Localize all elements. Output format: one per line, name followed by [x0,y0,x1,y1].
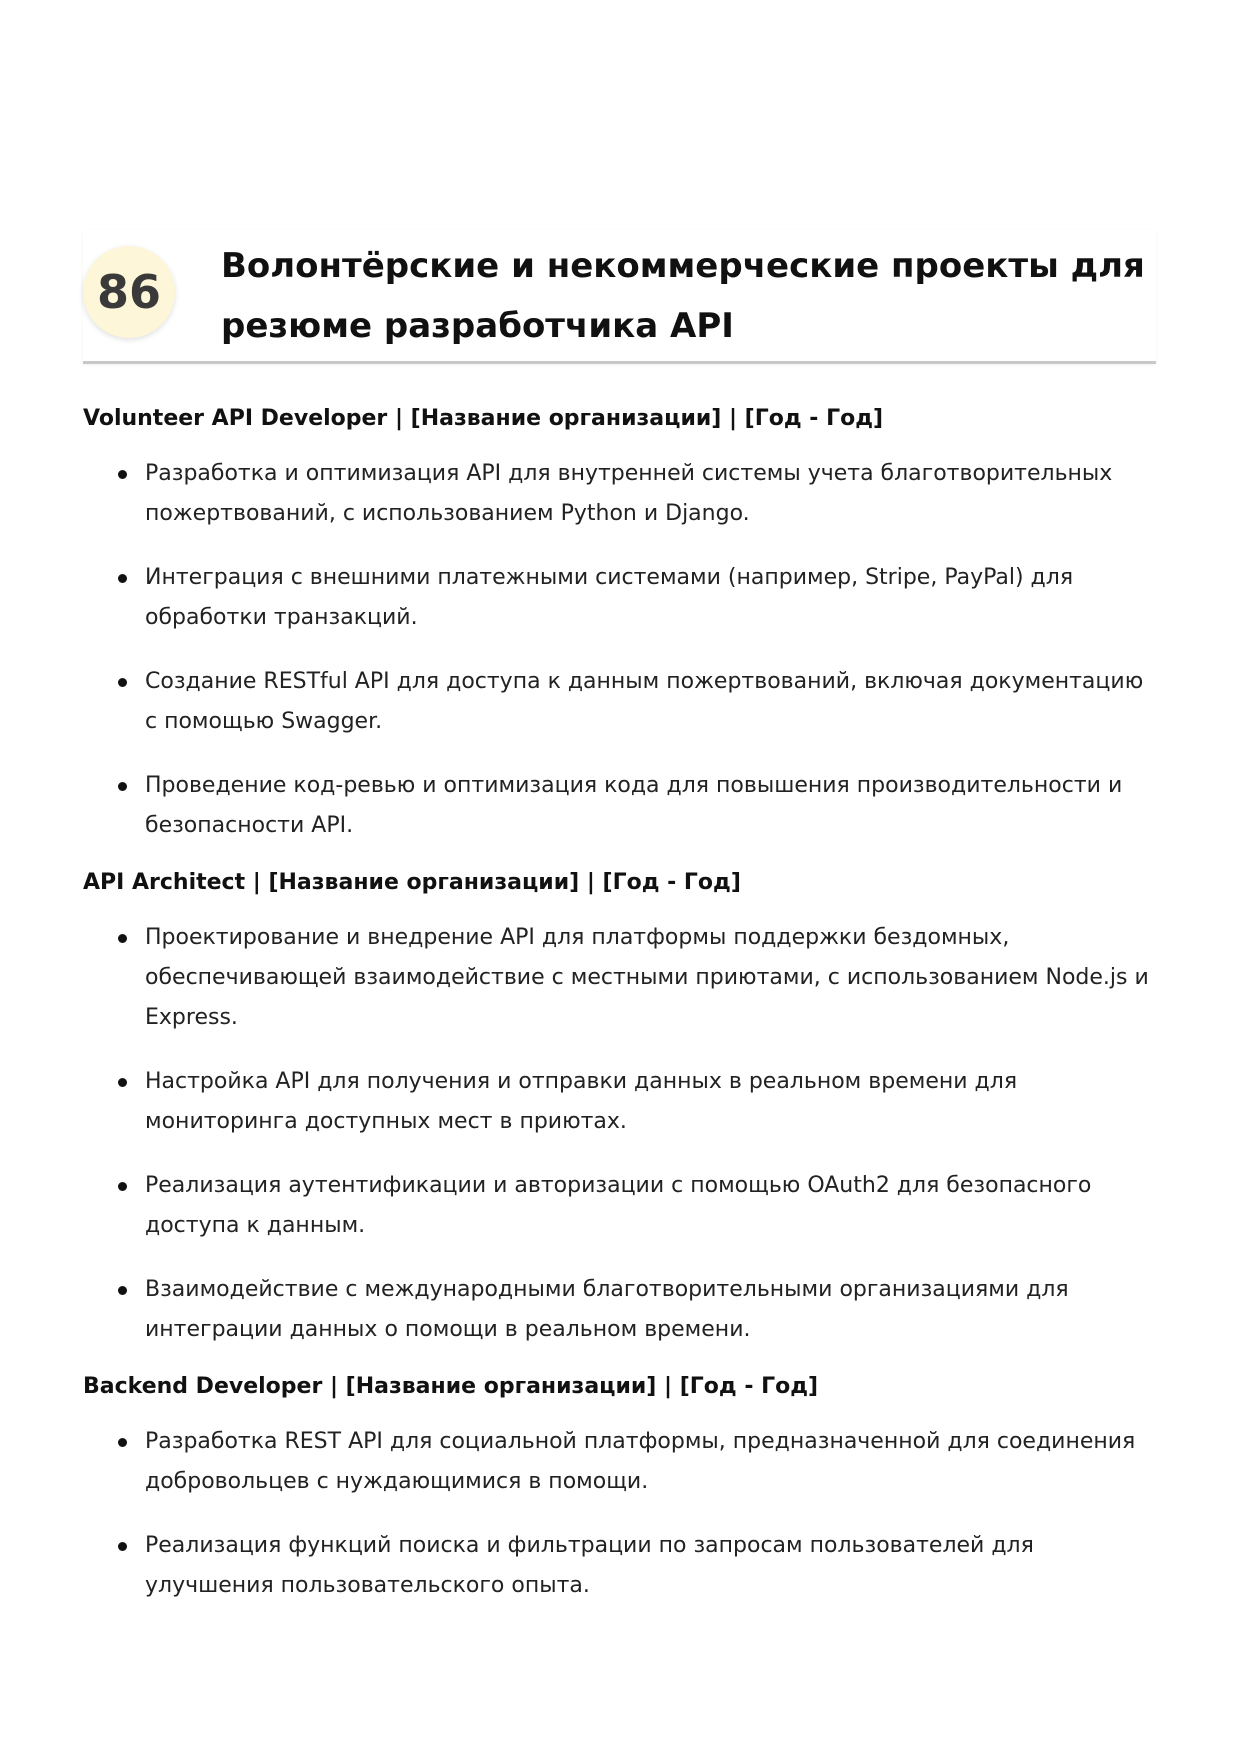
list-item [83,662,1156,742]
list-item [83,1166,1156,1246]
bullet-icon [118,574,127,583]
bullet-icon [118,782,127,791]
list-item-text: Настройка API для получения и отправки данных в реальном времени для мониторинга доступных мест в приютах. [145,1069,1018,1134]
list-item-text: Разработка и оптимизация API для внутренней системы учета благотворительных пожертвований, с использованием Python и Django. [145,461,1113,526]
role-heading-api-architect: API Architect | [Название организации] | [Год - Год] [83,870,741,895]
bullet-icon [118,1078,127,1087]
bullet-icon [118,678,127,687]
list-item [83,454,1156,534]
list-item-text: Проектирование и внедрение API для платформы поддержки бездомных, обеспечивающей взаимодействие с местными приютами, с использованием Node.js и Express. [145,925,1149,1030]
list-item [83,918,1156,1038]
list-item [83,558,1156,638]
role-heading-volunteer-api-developer: Volunteer API Developer | [Название организации] | [Год - Год] [83,406,884,431]
bullet-list [83,454,1156,846]
list-item [83,1526,1156,1606]
bullet-icon [118,1286,127,1295]
document-page [83,230,1156,1628]
list-item [83,1270,1156,1350]
list-item-text: Реализация функций поиска и фильтрации по запросам пользователей для улучшения пользовательского опыта. [145,1533,1034,1598]
list-item-text: Взаимодействие с международными благотворительными организациями для интеграции данных о помощи в реальном времени. [145,1277,1069,1342]
list-item-text: Реализация аутентификации и авторизации с помощью OAuth2 для безопасного доступа к данным. [145,1173,1092,1238]
list-item-text: Создание RESTful API для доступа к данным пожертвований, включая документацию с помощью Swagger. [145,669,1144,734]
list-item-text: Разработка REST API для социальной платформы, предназначенной для соединения добровольцев с нуждающимися в помощи. [145,1429,1136,1494]
role-heading-backend-developer: Backend Developer | [Название организации] | [Год - Год] [83,1374,819,1399]
bullet-list [83,918,1156,1350]
list-item-text: Интеграция с внешними платежными системами (например, Stripe, PayPal) для обработки транзакций. [145,565,1074,630]
list-item [83,1062,1156,1142]
bullet-icon [118,1182,127,1191]
page-title: Волонтёрские и некоммерческие проекты для резюме разработчика API [221,246,1145,346]
bullet-icon [118,1542,127,1551]
bullet-icon [118,1438,127,1447]
bullet-icon [118,470,127,479]
section-number-badge: 86 [83,246,175,338]
list-item [83,766,1156,846]
bullet-list [83,1422,1156,1606]
list-item [83,1422,1156,1502]
list-item-text: Проведение код-ревью и оптимизация кода для повышения производительности и безопасности API. [145,773,1123,838]
section-header [83,230,1156,364]
bullet-icon [118,934,127,943]
